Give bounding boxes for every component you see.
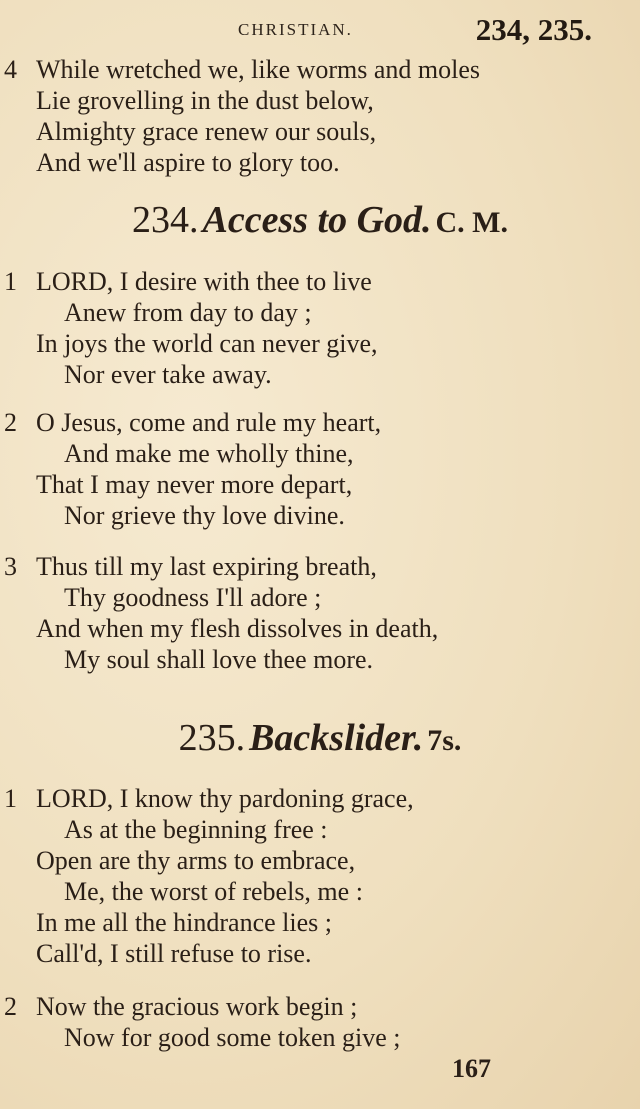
hymn-number: 234. (131, 199, 199, 241)
stanza-line: In joys the world can never give, (36, 329, 378, 358)
stanza-line: Nor ever take away. (64, 360, 272, 389)
stanza-number: 1 (4, 267, 17, 296)
hymn-235-stanza-1 (0, 783, 600, 969)
hymn-234-title (0, 198, 640, 242)
hymn-235-stanza-2 (0, 991, 600, 1053)
stanza-line: And we'll aspire to glory too. (36, 148, 340, 177)
stanza-line: And when my flesh dissolves in death, (36, 614, 439, 643)
stanza-number: 2 (4, 992, 17, 1021)
stanza-line: That I may never more depart, (36, 470, 353, 499)
stanza-line: Call'd, I still refuse to rise. (36, 939, 312, 968)
stanza-line: Almighty grace renew our souls, (36, 117, 377, 146)
running-header-hymn-numbers: 234, 235. (475, 12, 592, 47)
stanza-line: 3 Thus till my last expiring breath, (4, 552, 377, 581)
stanza-number: 1 (4, 784, 17, 813)
stanza-line: And make me wholly thine, (64, 439, 354, 468)
stanza-line: Now for good some token give ; (64, 1023, 401, 1052)
hymn-meter: 7s. (427, 724, 462, 757)
hymn-meter: C. M. (435, 206, 508, 239)
hymn-name: Backslider. (249, 717, 424, 759)
stanza-line: Me, the worst of rebels, me : (64, 877, 363, 906)
stanza-line: My soul shall love thee more. (64, 645, 374, 674)
stanza-line: 4 While wretched we, like worms and moles (4, 55, 481, 84)
hymn-233-stanza-4 (0, 54, 600, 178)
hymn-235-title (0, 716, 640, 760)
hymn-name: Access to God. (202, 199, 432, 241)
stanza-line: Nor grieve thy love divine. (64, 501, 345, 530)
hymn-234-stanza-2 (0, 407, 600, 531)
stanza-line: As at the beginning free : (64, 815, 328, 844)
stanza-line: Lie grovelling in the dust below, (36, 86, 374, 115)
stanza-line: 2 Now the gracious work begin ; (4, 992, 358, 1021)
stanza-line: In me all the hindrance lies ; (36, 908, 333, 937)
hymn-number: 235. (178, 717, 246, 759)
stanza-number: 3 (4, 552, 17, 581)
stanza-line: 1 LORD, I know thy pardoning grace, (4, 784, 414, 813)
stanza-number: 4 (4, 55, 17, 84)
running-header-section: CHRISTIAN. (238, 20, 353, 39)
stanza-line: 2 O Jesus, come and rule my heart, (4, 408, 382, 437)
stanza-number: 2 (4, 408, 17, 437)
stanza-line: Thy goodness I'll adore ; (64, 583, 322, 612)
stanza-line: Open are thy arms to embrace, (36, 846, 356, 875)
hymn-234-stanza-1 (0, 266, 600, 390)
hymn-234-stanza-3 (0, 551, 600, 675)
stanza-line: 1 LORD, I desire with thee to live (4, 267, 372, 296)
stanza-line: Anew from day to day ; (64, 298, 312, 327)
page-number: 167 (452, 1054, 491, 1083)
